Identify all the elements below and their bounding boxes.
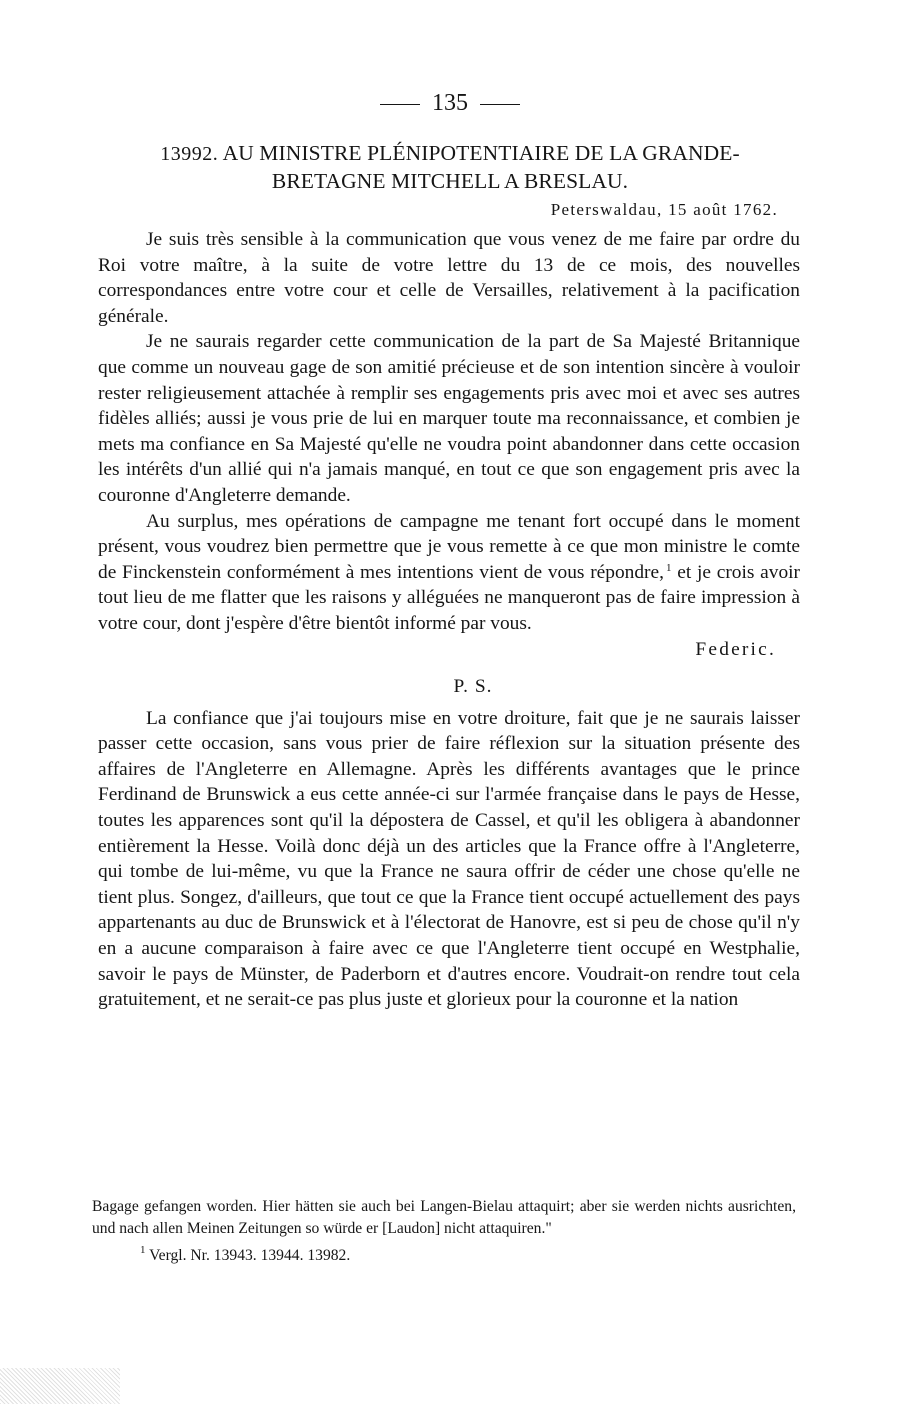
paragraph-3 — [98, 509, 800, 637]
page-number — [0, 88, 900, 118]
heading-text-1: AU MINISTRE PLÉNIPOTENTIAIRE DE LA GRANDE- — [222, 141, 740, 165]
heading-line-2: BRETAGNE MITCHELL A BRESLAU. — [271, 169, 629, 193]
footnotes — [92, 1196, 796, 1267]
letter-body — [98, 227, 800, 1013]
paragraph-3-text-b: et je crois avoir tout lieu de me flatter que les raisons y alléguées ne manqueront pas de faire impression à votre cour, dont j'espère d'être bientôt informé par vous. — [98, 561, 800, 634]
heading-line-1 — [96, 140, 804, 168]
page-number-dash-right — [480, 104, 520, 105]
postscript-paragraph: La confiance que j'ai toujours mise en votre droiture, fait que je ne saurais laisser passer cette occasion, sans vous prier de faire réflexion sur la situation présente des affaires de l'Angleterre en Allemagne. Après les différents avantages que le prince Ferdinand de Brunswick a eus cette année-ci sur l'armée française dans le pays de Hesse, toutes les apparences sont qu'il la dépostera de Cassel, et qu'il les obligera à abandonner entièrement la Hesse. Voilà donc déjà un des articles que la France offre à l'Angleterre, qui tombe de lui-même, vu que la France ne saura offrir de céder une chose qu'elle ne tient plus. Songez, d'ailleurs, que tout ce que la France tient occupé actuellement des pays appartenants au duc de Brunswick et à l'électorat de Hanovre, est si peu de chose qu'il n'y en a aucune comparaison à faire avec ce que l'Angleterre tient occupé en Westphalie, savoir le pays de Münster, de Paderborn et d'autres encore. Voudrait-on rendre tout cela gratuitement, et ne serait-ce pas plus juste et glorieux pour la couronne et la nation — [98, 707, 800, 1011]
page-number-text: 135 — [432, 90, 468, 116]
paragraph-1: Je suis très sensible à la communication que vous venez de me faire par ordre du Roi votre maître, à la suite de votre lettre du 13 de ce mois, des nouvelles correspondances entre votre cour et celle de Versailles, relativement à la pacification générale. — [98, 229, 800, 327]
letter-number: 13992. — [160, 143, 219, 165]
page-number-dash-left — [380, 104, 420, 105]
letter-heading — [96, 140, 804, 195]
footnote-1-mark: 1 — [140, 1244, 146, 1257]
dateline: Peterswaldau, 15 août 1762. — [550, 200, 778, 219]
footnote-ref-1: 1 — [665, 561, 672, 574]
footnote-continued: Bagage gefangen worden. Hier hätten sie auch bei Langen-Bielau attaquirt; aber sie werden nichts ausrichten, und nach allen Meinen Zeitungen so würde er [Laudon] nicht attaquiren." — [92, 1198, 796, 1237]
paragraph-2: Je ne saurais regarder cette communication de la part de Sa Majesté Britannique que comme un nouveau gage de son amitié précieuse et de son intention sincère à vouloir rester religieusement attachée à remplir ses engagements pris avec moi et avec ses autres fidèles alliés; aussi je vous prie de lui en marquer toute ma reconnaissance, et combien je mets ma confiance en Sa Majesté qu'elle ne voudra point abandonner dans cette occasion les intérêts d'un allié qui n'a jamais manqué, en tout ce que son engagement pris avec la couronne d'Angleterre demande. — [98, 331, 800, 506]
footnote-1-text: Vergl. Nr. 13943. 13944. 13982. — [145, 1247, 351, 1265]
footnote-1 — [92, 1245, 796, 1267]
postscript-label: P. S. — [453, 676, 493, 698]
scan-artifact — [0, 1368, 120, 1404]
signature: Federic. — [695, 638, 776, 660]
paragraph-3-text-a: Au surplus, mes opérations de campagne me tenant fort occupé dans le moment présent, vous voudrez bien permettre que je vous remette à ce que mon ministre le comte de Finckenstein conformément à mes intentions vient de vous répondre, — [98, 510, 800, 583]
